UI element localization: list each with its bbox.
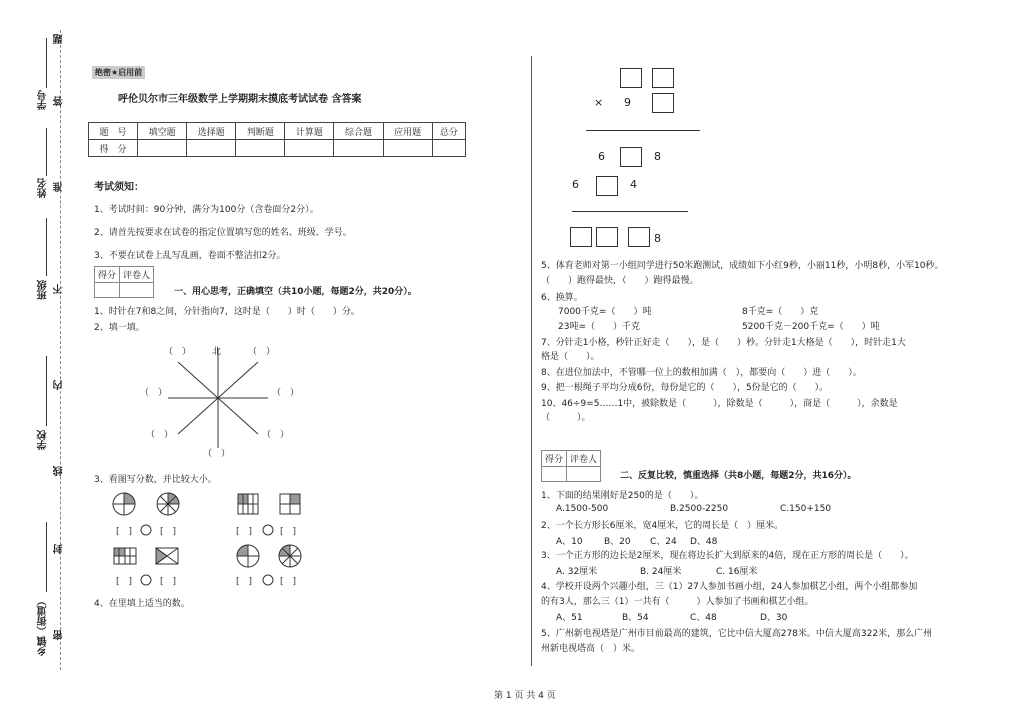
digit-box[interactable] xyxy=(620,68,642,88)
r-q6b: 8千克=（ ）克 xyxy=(742,307,819,317)
grader-score-cell[interactable] xyxy=(95,283,120,298)
score-cell[interactable] xyxy=(432,140,465,157)
s2-q4a: 4、学校开设两个兴趣小组，三（1）27人参加书画小组，24人参加棋艺小组，两个小组都参加 xyxy=(541,582,918,592)
digit-six-a: 6 xyxy=(598,150,605,163)
score-head-6: 应用题 xyxy=(383,123,432,140)
s2-q4-opt-a: A、51 xyxy=(556,613,583,623)
margin-blank-town-line xyxy=(46,522,47,592)
grader-box-1 xyxy=(94,266,154,298)
score-head-4: 计算题 xyxy=(285,123,334,140)
score-head-7: 总分 xyxy=(432,123,465,140)
mult-rule-2 xyxy=(572,211,688,212)
margin-label-name: 姓名 xyxy=(38,178,49,198)
grader-box-2 xyxy=(541,450,601,482)
notice-heading: 考试须知： xyxy=(94,182,144,193)
r-q6c: 23吨=（ ）千克 xyxy=(558,322,640,332)
mult-rule-1 xyxy=(586,130,700,131)
compass-blank-ne: （ ） xyxy=(248,347,276,357)
digit-nine: 9 xyxy=(624,96,631,109)
margin-label-nei: 内 xyxy=(54,380,65,390)
compass-diagram xyxy=(130,340,330,460)
grader-reviewer-label: 评卷人 xyxy=(120,267,154,283)
r-q5b: （ ）跑得最快，（ ）跑得最慢。 xyxy=(541,276,699,286)
s2-q2-opt-d: D、48 xyxy=(690,537,718,547)
r-q7b: 格是（ ）。 xyxy=(541,352,600,362)
digit-eight-b: 8 xyxy=(654,232,661,245)
svg-text:[ ]: [ ] xyxy=(236,577,253,587)
s1-q1: 1、时针在7和8之间，分针指向7，这时是（ ）时（ ）分。 xyxy=(94,307,360,317)
score-cell[interactable] xyxy=(187,140,236,157)
margin-label-xian: 线 xyxy=(54,466,65,476)
times-sign: × xyxy=(594,96,604,109)
margin-label-student-id: 学号 xyxy=(38,90,49,110)
s2-q5b: 州新电视塔高（ ）米。 xyxy=(541,644,641,654)
margin-label-da: 答 xyxy=(54,96,65,106)
compass-blank-nw: （ ） xyxy=(164,347,192,357)
score-head-2: 选择题 xyxy=(187,123,236,140)
compass-blank-sw: （ ） xyxy=(146,430,174,440)
compass-blank-w: （ ） xyxy=(140,388,168,398)
margin-label-school: 学校 xyxy=(38,430,49,450)
score-cell[interactable] xyxy=(285,140,334,157)
s2-q2: 2、一个长方形长6厘米，宽4厘米，它的周长是（ ）厘米。 xyxy=(541,521,784,531)
s2-q3-opt-b: B. 24厘米 xyxy=(640,567,682,577)
svg-text:[ ]: [ ] xyxy=(116,527,133,537)
s2-q5a: 5、广州新电视塔是广州市目前最高的建筑，它比中信大厦高278米。中信大厦高322米，那么广州 xyxy=(541,629,933,639)
notice-item-3: 3、不要在试卷上乱写乱画，卷面不整洁扣2分。 xyxy=(94,251,286,261)
score-head-1: 填空题 xyxy=(138,123,187,140)
s2-q4-opt-d: D、30 xyxy=(760,613,788,623)
score-head-0: 题 号 xyxy=(89,123,138,140)
margin-blank-class-line xyxy=(46,218,47,276)
margin-blank-name-line xyxy=(46,128,47,176)
score-cell[interactable] xyxy=(236,140,285,157)
svg-text:[ ]: [ ] xyxy=(160,527,177,537)
s2-q2-opt-c: C、24 xyxy=(650,537,677,547)
exam-title: 呼伦贝尔市三年级数学上学期期末摸底考试试卷 含答案 xyxy=(118,94,362,105)
r-q6: 6、换算。 xyxy=(541,293,583,303)
margin-label-zhun: 准 xyxy=(54,182,65,192)
digit-box[interactable] xyxy=(596,176,618,196)
svg-text:[ ]: [ ] xyxy=(116,577,133,587)
s2-q2-opt-a: A、10 xyxy=(556,537,583,547)
margin-blank-id-line xyxy=(46,38,47,88)
grader-score-label: 得分 xyxy=(542,451,567,467)
grader-score-label: 得分 xyxy=(95,267,120,283)
section2-heading: 二、反复比较，慎重选择（共8小题，每题2分，共16分）。 xyxy=(620,471,857,481)
s2-q3-opt-a: A. 32厘米 xyxy=(556,567,598,577)
digit-four: 4 xyxy=(630,178,637,191)
notice-item-1: 1、考试时间：90分钟，满分为100分（含卷面分2分）。 xyxy=(94,205,319,215)
r-q7a: 7、分针走1小格，秒针正好走（ ），是（ ）秒。分针走1大格是（ ），时针走1大 xyxy=(541,338,906,348)
digit-box[interactable] xyxy=(628,227,650,247)
s2-q4-opt-b: B、54 xyxy=(622,613,649,623)
compass-north-label: 北 xyxy=(212,347,222,357)
margin-label-bu: 不 xyxy=(54,284,65,294)
margin-label-ti: 题 xyxy=(54,34,65,44)
compass-blank-s: （ ） xyxy=(203,449,231,459)
secret-badge: 绝密★启用前 xyxy=(92,66,145,79)
margin-blank-school-line xyxy=(46,356,47,426)
page-footer: 第 1 页 共 4 页 xyxy=(494,691,556,701)
compass-blank-se: （ ） xyxy=(262,430,290,440)
digit-box[interactable] xyxy=(652,68,674,88)
s2-q1-opt-c: C.150+150 xyxy=(780,504,832,514)
s1-q3: 3、看图写分数，并比较大小。 xyxy=(94,475,217,485)
digit-box[interactable] xyxy=(596,227,618,247)
margin-dashed-line xyxy=(60,30,62,670)
digit-box[interactable] xyxy=(652,93,674,113)
s2-q1-opt-b: B.2500-2250 xyxy=(670,504,729,514)
s2-q1: 1、下面的结果刚好是250的是（ ）。 xyxy=(541,491,704,501)
score-cell[interactable] xyxy=(383,140,432,157)
r-q8: 8、在进位加法中，不管哪一位上的数相加满（ ），都要向（ ）进（ ）。 xyxy=(541,368,862,378)
section1-heading: 一、用心思考，正确填空（共10小题，每题2分，共20分）。 xyxy=(174,287,417,297)
score-head-5: 综合题 xyxy=(334,123,383,140)
r-q10a: 10、46÷9=5……1中，被除数是（ ），除数是（ ），商是（ ），余数是 xyxy=(541,399,898,409)
notice-item-2: 2、请首先按要求在试卷的指定位置填写您的姓名、班级、学号。 xyxy=(94,228,352,238)
r-q6a: 7000千克=（ ）吨 xyxy=(558,307,652,317)
s2-q2-opt-b: B、20 xyxy=(604,537,631,547)
grader-reviewer-cell[interactable] xyxy=(567,467,601,482)
s2-q3: 3、一个正方形的边长是2厘米，现在将边长扩大到原来的4倍，现在正方形的周长是（ ）。 xyxy=(541,551,914,561)
svg-text:[ ]: [ ] xyxy=(280,577,297,587)
digit-eight-a: 8 xyxy=(654,150,661,163)
grader-score-cell[interactable] xyxy=(542,467,567,482)
margin-label-class: 班级 xyxy=(38,280,49,300)
svg-text:[ ]: [ ] xyxy=(236,527,253,537)
s2-q1-opt-a: A.1500-500 xyxy=(556,504,609,514)
score-table xyxy=(88,122,466,157)
column-divider xyxy=(531,56,532,666)
r-q5a: 5、体育老师对第一小组同学进行50米跑测试，成绩如下小红9秒，小丽11秒，小明8秒，小军10秒。 xyxy=(541,261,944,271)
margin-label-town: 乡镇（街道） xyxy=(38,596,49,656)
compass-blank-e: （ ） xyxy=(272,388,300,398)
svg-text:[ ]: [ ] xyxy=(160,577,177,587)
s2-q3-opt-c: C. 16厘米 xyxy=(716,567,758,577)
margin-label-feng: 封 xyxy=(54,544,65,554)
grader-reviewer-label: 评卷人 xyxy=(567,451,601,467)
grader-reviewer-cell[interactable] xyxy=(120,283,154,298)
s1-q4: 4、在里填上适当的数。 xyxy=(94,599,190,609)
s2-q4b: 的有3人，那么三（1）一共有（ ）人参加了书画和棋艺小组。 xyxy=(541,597,814,607)
s2-q4-opt-c: C、48 xyxy=(690,613,717,623)
s1-q2: 2、填一填。 xyxy=(94,323,145,333)
fraction-figures xyxy=(110,490,310,590)
score-head-3: 判断题 xyxy=(236,123,285,140)
score-cell[interactable] xyxy=(138,140,187,157)
margin-label-mi: 密 xyxy=(54,630,65,640)
r-q6d: 5200千克－200千克=（ ）吨 xyxy=(742,322,880,332)
digit-box[interactable] xyxy=(570,227,592,247)
r-q9: 9、把一根绳子平均分成6份，每份是它的（ ），5份是它的（ ）。 xyxy=(541,383,829,393)
score-cell[interactable] xyxy=(334,140,383,157)
svg-text:[ ]: [ ] xyxy=(280,527,297,537)
r-q10b: （ ）。 xyxy=(541,413,591,423)
score-row-label: 得 分 xyxy=(89,140,138,157)
digit-box[interactable] xyxy=(620,147,642,167)
digit-six-b: 6 xyxy=(572,178,579,191)
